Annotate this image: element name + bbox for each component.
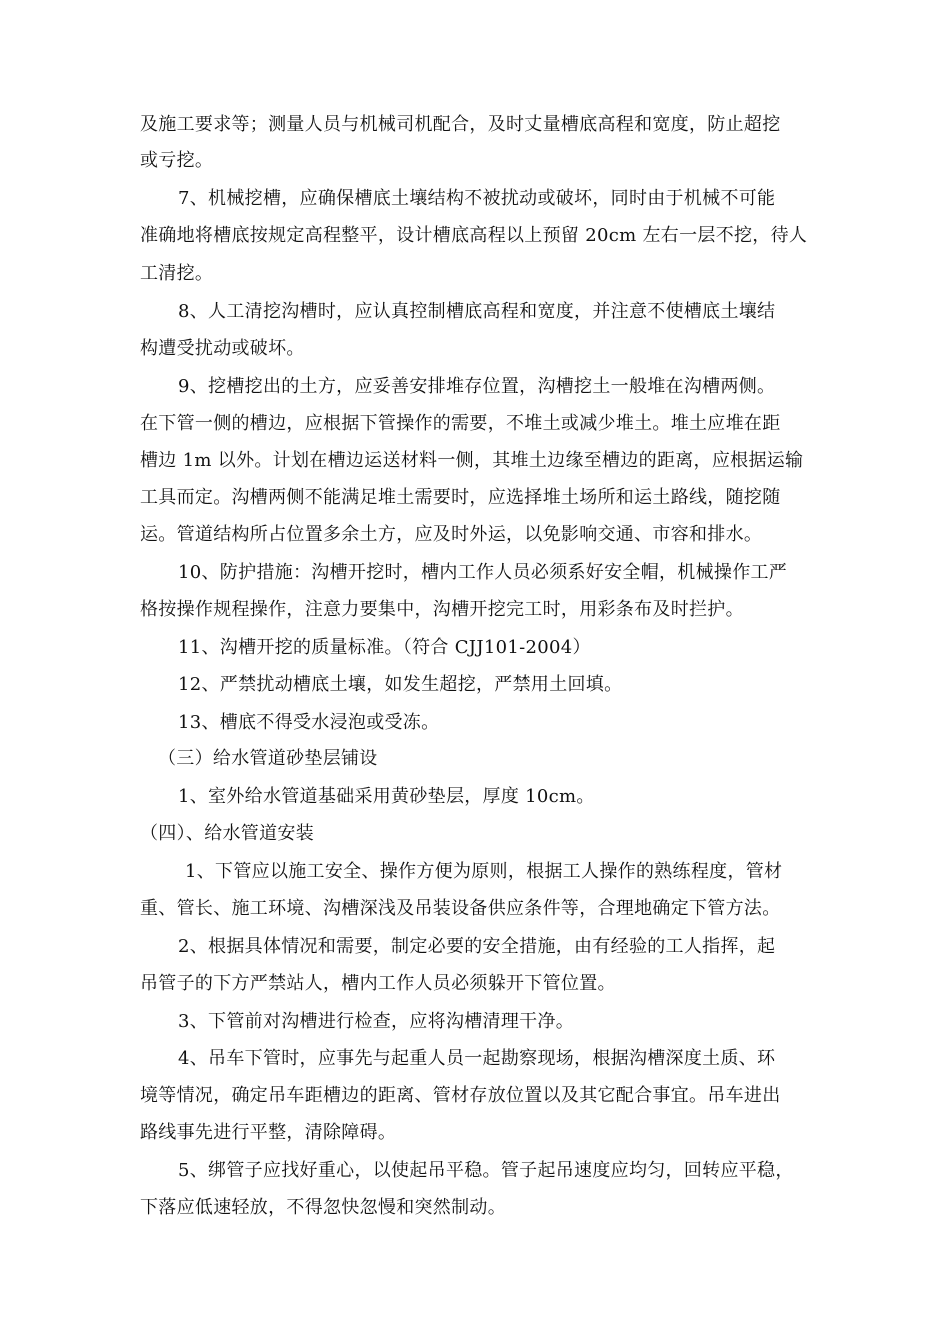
text-line-22: 重、管长、施工环境、沟槽深浅及吊装设备供应条件等，合理地确定下管方法。 — [140, 898, 781, 919]
text-line-1: 及施工要求等；测量人员与机械司机配合，及时丈量槽底高程和宽度，防止超挖 — [140, 114, 781, 135]
text-line-3: 7、机械挖槽，应确保槽底土壤结构不被扰动或破坏，同时由于机械不可能 — [178, 188, 776, 209]
text-line-26: 4、吊车下管时，应事先与起重人员一起勘察现场，根据沟槽深度土质、环 — [178, 1048, 776, 1069]
text-line-30: 下落应低速轻放，不得忽快忽慢和突然制动。 — [140, 1197, 506, 1218]
text-line-21: 1、下管应以施工安全、操作方便为原则，根据工人操作的熟练程度，管材 — [185, 861, 783, 882]
text-line-13: 10、防护措施：沟槽开挖时，槽内工作人员必须系好安全帽，机械操作工严 — [178, 562, 788, 583]
text-line-14: 格按操作规程操作，注意力要集中，沟槽开挖完工时，用彩条布及时拦护。 — [140, 599, 744, 620]
text-line-28: 路线事先进行平整，清除障碍。 — [140, 1122, 397, 1143]
text-line-8: 9、挖槽挖出的土方，应妥善安排堆存位置，沟槽挖土一般堆在沟槽两侧。 — [178, 376, 776, 397]
text-line-6: 8、人工清挖沟槽时，应认真控制槽底高程和宽度，并注意不使槽底土壤结 — [178, 301, 776, 322]
text-line-23: 2、根据具体情况和需要，制定必要的安全措施，由有经验的工人指挥，起 — [178, 936, 776, 957]
text-line-19: 1、室外给水管道基础采用黄砂垫层，厚度 10cm。 — [178, 786, 595, 807]
text-line-7: 构遭受扰动或破坏。 — [140, 338, 305, 359]
text-line-24: 吊管子的下方严禁站人，槽内工作人员必须躲开下管位置。 — [140, 973, 616, 994]
section-heading-4: （四）、给水管道安装 — [140, 823, 314, 844]
section-heading-3: （三）给水管道砂垫层铺设 — [158, 748, 378, 769]
text-line-9: 在下管一侧的槽边，应根据下管操作的需要，不堆土或减少堆土。堆土应堆在距 — [140, 413, 781, 434]
text-line-27: 境等情况，确定吊车距槽边的距离、管材存放位置以及其它配合事宜。吊车进出 — [140, 1085, 781, 1106]
text-line-5: 工清挖。 — [140, 263, 214, 284]
text-line-16: 12、严禁扰动槽底土壤，如发生超挖，严禁用土回填。 — [178, 674, 623, 695]
text-line-12: 运。管道结构所占位置多余土方，应及时外运，以免影响交通、市容和排水。 — [140, 524, 763, 545]
text-line-29: 5、绑管子应找好重心，以使起吊平稳。管子起吊速度应均匀，回转应平稳， — [178, 1160, 794, 1181]
text-line-2: 或亏挖。 — [140, 150, 214, 171]
text-line-17: 13、槽底不得受水浸泡或受冻。 — [178, 712, 440, 733]
text-line-10: 槽边 1m 以外。计划在槽边运送材料一侧，其堆土边缘至槽边的距离，应根据运输 — [140, 450, 804, 471]
text-line-11: 工具而定。沟槽两侧不能满足堆土需要时，应选择堆土场所和运土路线，随挖随 — [140, 487, 781, 508]
text-line-15: 11、沟槽开挖的质量标准。（符合 CJJ101-2004） — [178, 637, 591, 658]
text-line-4: 准确地将槽底按规定高程整平，设计槽底高程以上预留 20cm 左右一层不挖，待人 — [140, 225, 808, 246]
text-line-25: 3、下管前对沟槽进行检查，应将沟槽清理干净。 — [178, 1011, 575, 1032]
